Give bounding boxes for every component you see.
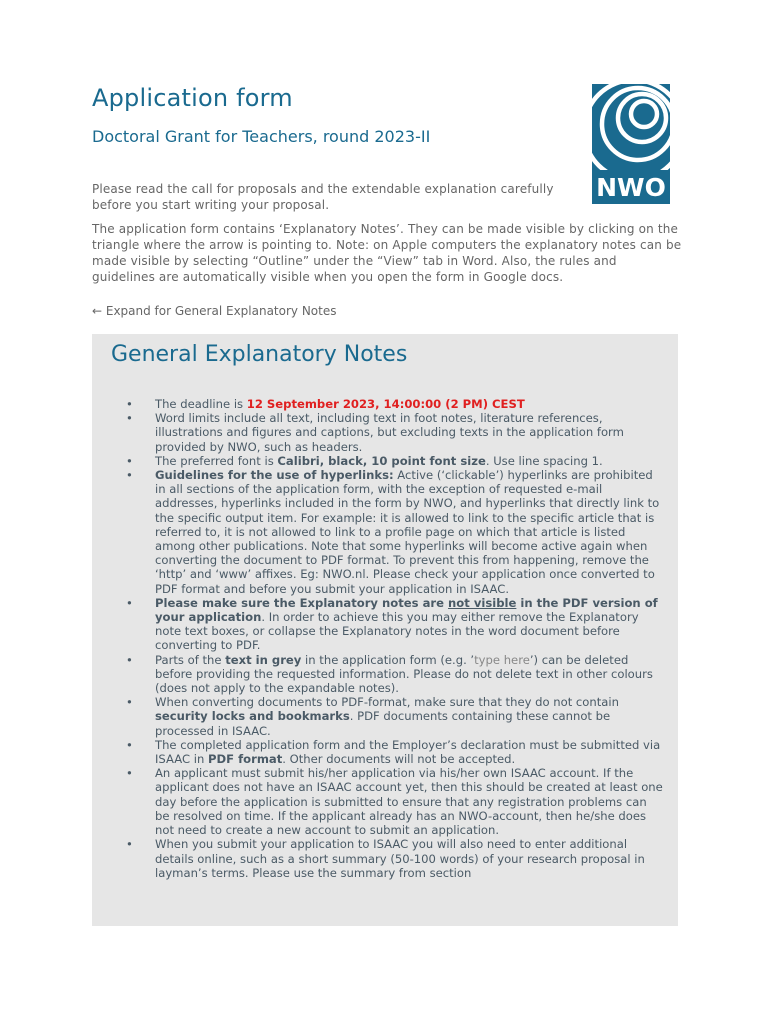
explanatory-notes-box [92, 334, 678, 926]
intro-paragraph-1: Please read the call for proposals and the extendable explanation carefully before you start writing your proposal. [92, 182, 554, 212]
list-item: • Word limits include all text, including text in foot notes, literature references, illustrations and figures and captions, but excluding texts in the application form provided by NWO, such as headers. [124, 411, 664, 454]
page-title: Application form [92, 84, 293, 112]
nwo-logo [592, 84, 670, 204]
list-item: • The deadline is 12 September 2023, 14:00:00 (2 PM) CEST [124, 397, 664, 411]
expand-explanatory-notes-link[interactable]: ← Expand for General Explanatory Notes [92, 304, 337, 318]
list-item: • Guidelines for the use of hyperlinks: Active (‘clickable’) hyperlinks are prohibited in all sections of the application form, with the exception of requested e-mail addresses, hyperlinks included in the form by NWO, and hyperlinks that directly link to the specific output item. For example: it is allowed to link to the specific article that is referred to, it is not allowed to link to a profile page on which that article is listed among other publications. Note that some hyperlinks will become active again when converting the document to PDF format. To prevent this from happening, remove the ‘http’ and ‘www’ affixes. Eg: NWO.nl. Please check your application once converted to PDF format and before you submit your application in ISAAC. [124, 468, 664, 596]
list-item: • An applicant must submit his/her application via his/her own ISAAC account. If the applicant does not have an ISAAC account yet, then this should be created at least one day before the application is submitted to ensure that any registration problems can be resolved on time. If the applicant already has an NWO-account, then he/she does not need to create a new account to submit an application. [124, 766, 664, 837]
list-item: • When converting documents to PDF-format, make sure that they do not contain security locks and bookmarks. PDF documents containing these cannot be processed in ISAAC. [124, 695, 664, 738]
list-item: • Parts of the text in grey in the application form (e.g. ’type here’) can be deleted before providing the requested information. Please do not delete text in other colours (does not apply to the expandable notes). [124, 653, 664, 696]
page-subtitle: Doctoral Grant for Teachers, round 2023-II [92, 127, 431, 146]
list-item: • Please make sure the Explanatory notes are not visible in the PDF version of your application. In order to achieve this you may either remove the Explanatory note text boxes, or collapse the Explanatory notes in the word document before converting to PDF. [124, 596, 664, 653]
intro-paragraph-2: The application form contains ‘Explanatory Notes’. They can be made visible by clicking on the triangle where the arrow is pointing to. Note: on Apple computers the explanatory notes can be made visible by selecting “Outline” under the “View” tab in Word. Also, the rules and guidelines are automatically visible when you open the form in Google docs. [92, 222, 682, 284]
list-item: • The completed application form and the Employer’s declaration must be submitted via ISAAC in PDF format. Other documents will not be accepted. [124, 738, 664, 766]
notes-list [124, 397, 664, 880]
list-item: • When you submit your application to ISAAC you will also need to enter additional details online, such as a short summary (50-100 words) of your research proposal in layman’s terms. Please use the summary from section [124, 837, 664, 880]
list-item: • The preferred font is Calibri, black, 10 point font size. Use line spacing 1. [124, 454, 664, 468]
notes-title: General Explanatory Notes [111, 342, 408, 367]
deadline-text: 12 September 2023, 14:00:00 (2 PM) CEST [246, 397, 525, 411]
svg-text:NWO: NWO [596, 173, 666, 202]
